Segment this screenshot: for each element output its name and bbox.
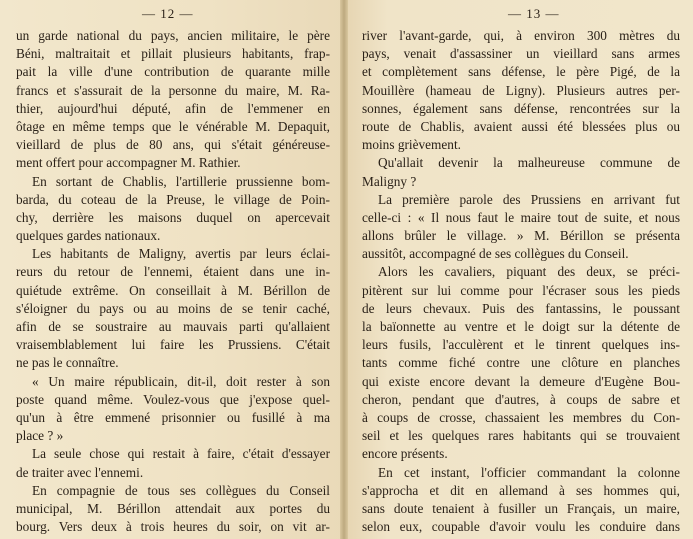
text-line: Maligny ? xyxy=(362,173,417,189)
text-line: tants comme fiché contre une clôture en planches xyxy=(362,355,680,371)
text-line: « Un maire républicain, dit-il, doit rester à son xyxy=(32,373,330,389)
text-line: sans doute tenaient à fusiller un Français, un maire, xyxy=(362,500,680,516)
text-line: à coups de crosse, chassaient les membres du Con- xyxy=(362,409,680,425)
text-line: municipal, M. Bérillon attendait aux portes du xyxy=(16,500,330,516)
text-line: En cet instant, l'officier commandant la colonne xyxy=(378,464,680,480)
text-line: Les habitants de Maligny, avertis par leurs éclai- xyxy=(32,246,330,262)
text-line: La seule chose qui restait à faire, c'était d'essayer xyxy=(32,446,330,462)
text-line: qui existe encore devant la demeure d'Eugène Bou- xyxy=(362,373,680,389)
text-line: pitèrent sur lui comme pour l'écraser sous les pieds xyxy=(362,282,680,298)
text-line: Qu'allait devenir la malheureuse commune de xyxy=(378,155,680,171)
text-line: s'approcha et dit en allemand à ses hommes qui, xyxy=(362,482,680,498)
text-line: et complètement sans défense, le père Pigé, de la xyxy=(362,64,680,80)
text-line: sonnes, également sans défense, rencontrées sur la xyxy=(362,100,680,116)
right-page-text xyxy=(362,27,680,536)
text-line: vieillard de plus de 80 ans, qui s'était généreuse- xyxy=(16,137,330,153)
text-line: poste quand même. Voulez-vous que j'expose quel- xyxy=(16,391,330,407)
text-line: Mouillère (hameau de Ligny). Plusieurs autres per- xyxy=(362,82,680,98)
book-gutter xyxy=(340,0,348,539)
text-line: s'éloigner du pays ou au moins de se tenir caché, xyxy=(16,300,330,316)
text-line: afin de se soustraire au mauvais parti qu'allaient xyxy=(16,319,330,334)
text-line: Alors les cavaliers, piquant des deux, se préci- xyxy=(378,264,680,280)
text-line: pays, venait d'assassiner un vieillard sans armes xyxy=(362,46,680,62)
text-line: Béni, maltraitait et pillait plusieurs habitants, frap- xyxy=(16,46,330,62)
text-line: reurs du retour de l'ennemi, étaient dans une in- xyxy=(16,264,330,280)
text-line: barda, du coteau de la Preuse, le village de Poin- xyxy=(16,191,330,207)
left-page-number: — 12 — xyxy=(142,6,194,21)
text-line: celle-ci : « Il nous faut le maire tout de suite, et nous xyxy=(362,209,680,225)
text-line: encore présents. xyxy=(362,446,448,462)
text-line: chy, derrière les maisons duquel on apercevait xyxy=(16,209,330,225)
text-line: quelques gardes nationaux. xyxy=(16,228,161,244)
text-line: vraisemblablement lui faire les Prussiens. C'était xyxy=(16,337,330,353)
text-line: moins grièvement. xyxy=(362,137,461,153)
text-line: place ? » xyxy=(16,428,64,444)
text-line: la baïonnette au ventre et le doigt sur la détente de xyxy=(362,319,680,334)
text-line: route de Chablis, avaient aussi été blessées plus ou xyxy=(362,118,680,134)
text-line: En sortant de Chablis, l'artillerie prussienne bom- xyxy=(32,173,330,189)
text-line: ne pas le connaître. xyxy=(16,355,119,371)
text-line: pait la ville d'une contribution de quarante mille xyxy=(16,64,330,80)
text-line: river l'avant-garde, qui, à environ 300 mètres du xyxy=(362,28,680,43)
left-page-text xyxy=(16,27,330,536)
text-line: de traiter avec l'ennemi. xyxy=(16,464,144,480)
right-page-number: — 13 — xyxy=(508,6,560,21)
text-line: aussitôt, accompagné de ses collègues du Conseil. xyxy=(362,246,629,262)
text-line: qu'un à être emmené prisonnier ou fusillé à ma xyxy=(16,409,330,425)
text-line: La première parole des Prussiens en arrivant fut xyxy=(378,191,680,207)
text-line: cheron, pendant que d'autres, à coups de sabre et xyxy=(362,391,680,407)
text-line: selon eux, coupable d'avoir voulu les conduire dans xyxy=(362,519,680,535)
text-line: allons brûler le village. » M. Bérillon se présenta xyxy=(362,228,680,244)
text-line: leurs fusils, l'acculèrent et le tinrent quelques ins- xyxy=(362,337,680,353)
text-line: En compagnie de tous ses collègues du Conseil xyxy=(32,482,330,498)
text-line: thier, aujourd'hui député, afin de l'emmener en xyxy=(16,100,330,116)
text-line: ôtage en même temps que le vénérable M. Depaquit, xyxy=(16,118,330,134)
text-line: un garde national du pays, ancien militaire, le père xyxy=(16,28,330,43)
text-line: bourg. Vers deux à trois heures du soir, on vit ar- xyxy=(16,519,330,535)
text-line: ment offert pour accompagner M. Rathier. xyxy=(16,155,241,171)
text-line: francs et s'assurait de la personne du maire, M. Ra- xyxy=(16,82,330,98)
text-line: quiétude extrême. On conseillait à M. Bérillon de xyxy=(16,282,330,298)
text-line: de leurs chevaux. Puis des fantassins, le poussant xyxy=(362,300,680,316)
text-line: seil et les quelques rares habitants qui se trouvaient xyxy=(362,428,680,444)
